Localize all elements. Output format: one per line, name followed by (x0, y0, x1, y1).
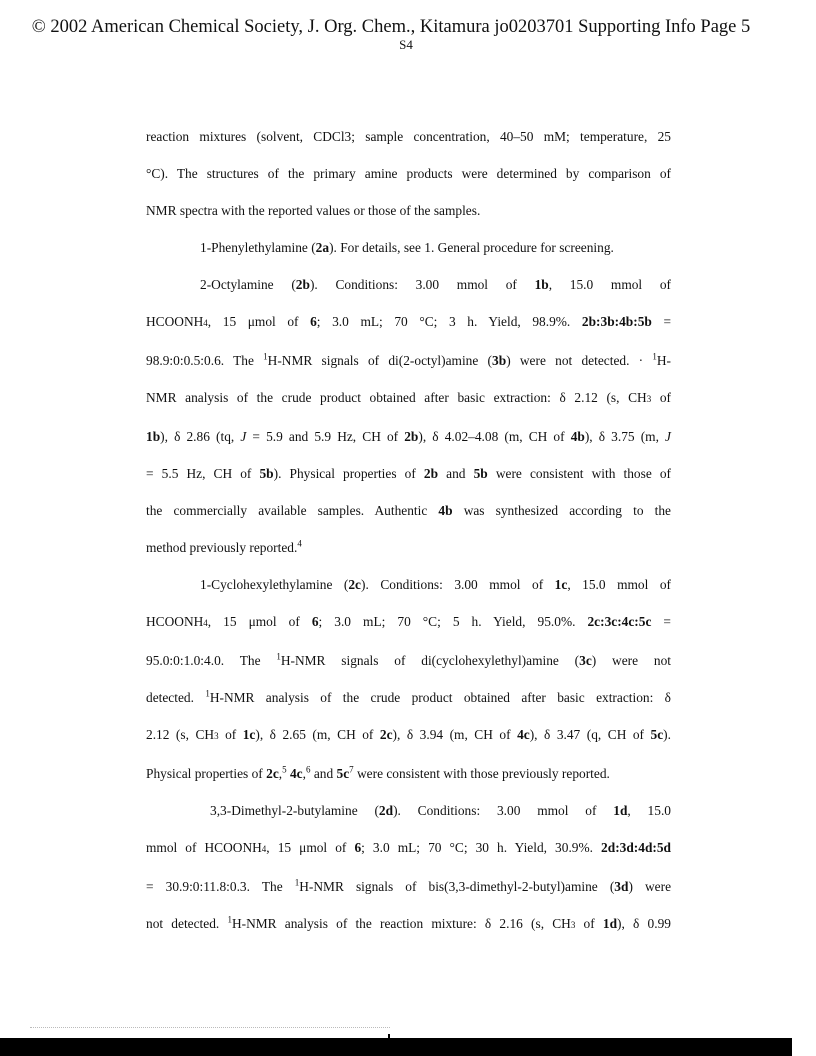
text-line (146, 642, 671, 679)
reference-marker: 6 (305, 764, 311, 775)
text-span: were consistent with those previously reported. (353, 766, 610, 781)
compound-label: 2b (404, 429, 419, 444)
ratio-label: 2d:3d:4d:5d (601, 840, 671, 855)
text-line (146, 829, 671, 868)
paragraph-2d (146, 792, 671, 944)
text-line (146, 905, 671, 944)
text-span: . Conditions: 3.00 mmol of (365, 577, 555, 592)
compound-label: 2a (315, 240, 330, 255)
compound-label: 1b (146, 429, 161, 444)
text-span: ), δ 2.65 (m, CH of (255, 727, 380, 742)
reference-marker: 7 (349, 764, 354, 775)
text-span: . For details, see 1. General procedure for screening. (333, 240, 614, 255)
text-span: = (651, 614, 671, 629)
text-span: ; 3.0 mL; 70 °C; 3 h. Yield, 98.9%. (316, 314, 582, 329)
compound-label: 1c (554, 577, 568, 592)
compound-label: 5c (650, 727, 664, 742)
text-line: 1-Cyclohexylethylamine (2c). Conditions: 3.00 mmol of 1c, 15.0 mmol of (200, 577, 672, 592)
text-span: the commercially available samples. Authentic (146, 503, 439, 518)
text-span: ; 3.0 mL; 70 °C; 5 h. Yield, 95.0%. (318, 614, 588, 629)
text-span: and (438, 466, 474, 481)
text-span: ). (663, 727, 671, 742)
text-line (146, 529, 671, 566)
text-span: HCOONH (146, 614, 204, 629)
scan-bottom-bar (0, 1038, 792, 1056)
text-line (146, 455, 671, 492)
text-span: = 5.9 and 5.9 Hz, CH of (246, 429, 405, 444)
text-span: ). Physical properties of (273, 466, 424, 481)
compound-label: 1d (613, 803, 628, 818)
superscript: 1 (205, 688, 210, 699)
paragraph-2c (146, 566, 671, 792)
reference-marker: 4 (297, 538, 302, 549)
paragraph-continuation (146, 118, 671, 229)
compound-label: 6 (354, 840, 362, 855)
text-span: H-NMR signals of di(2-octyl)amine ( (267, 353, 493, 368)
compound-label: 2d (378, 803, 394, 818)
ratio-label: 2b:3b:4b:5b (581, 314, 652, 329)
text-span: , 15.0 mmol of (548, 277, 672, 292)
text-span: ; 3.0 mL; 70 °C; 30 h. Yield, 30.9%. (361, 840, 602, 855)
text-span: of (575, 916, 603, 931)
text-span: ), δ 3.94 (m, CH of (392, 727, 518, 742)
text-span: = 5.5 Hz, CH of (146, 466, 260, 481)
text-span: 95.0:0:1.0:4.0. The (146, 653, 277, 668)
compound-label: 1c (242, 727, 256, 742)
coupling-symbol: J (665, 429, 671, 444)
compound-label: 5c (336, 766, 350, 781)
superscript: 1 (227, 914, 232, 925)
text-line (146, 603, 671, 642)
text-span: H-NMR analysis of the crude product obtained after basic extraction: δ (209, 690, 671, 705)
text-span: = (651, 314, 671, 329)
paragraph-2a (146, 229, 671, 266)
compound-label: 5b (473, 466, 488, 481)
text-span: , 15 μmol of (266, 840, 355, 855)
text-span: , 15.0 (627, 803, 671, 818)
text-span: , 15.0 mmol of (567, 577, 672, 592)
text-span: of (218, 727, 243, 742)
text-line (146, 716, 671, 755)
compound-label: 2b (295, 277, 310, 292)
superscript: 1 (263, 351, 268, 362)
subscript: 3 (646, 394, 652, 404)
text-span: H-NMR signals of di(cyclohexylethyl)amine ( (280, 653, 580, 668)
subscript: 4 (203, 618, 208, 628)
scan-artifact-dots (30, 1027, 390, 1029)
text-span: , 15 μmol of (207, 314, 311, 329)
text-line: 1-Phenylethylamine (2a). For details, see 1. General procedure for screening. (200, 240, 614, 255)
compound-name: 2-Octylamine (200, 277, 274, 292)
text-span: ) were not (591, 653, 671, 668)
compound-label: 5b (259, 466, 274, 481)
superscript: 1 (652, 351, 657, 362)
compound-name: 1-Phenylethylamine (200, 240, 308, 255)
compound-label: 6 (310, 314, 317, 329)
compound-name: 3,3-Dimethyl-2-butylamine (210, 803, 358, 818)
text-line: 3,3-Dimethyl-2-butylamine (2d). Conditions: 3.00 mmol of 1d, 15.0 (210, 803, 671, 818)
subscript: 4 (203, 318, 208, 328)
text-line (146, 679, 671, 716)
text-span: Physical properties of (146, 766, 267, 781)
compound-label: 3d (614, 879, 629, 894)
subscript: 4 (261, 844, 267, 854)
compound-label: 2c (379, 727, 393, 742)
text-span: ), δ 2.86 (tq, (160, 429, 241, 444)
text-line (146, 303, 671, 342)
compound-label: 3c (579, 653, 592, 668)
text-span: ), δ 4.02–4.08 (m, CH of (418, 429, 571, 444)
page-label: S4 (399, 37, 413, 52)
text-span: NMR analysis of the crude product obtained after basic extraction: δ 2.12 (s, CH (146, 390, 647, 405)
text-line (146, 868, 671, 905)
text-span: H-NMR signals of bis(3,3-dimethyl-2-butyl)amine ( (299, 879, 615, 894)
compound-label: 1d (602, 916, 618, 931)
text-span: detected. (146, 690, 206, 705)
text-line: NMR spectra with the reported values or those of the samples. (146, 203, 481, 218)
compound-label: 4b (570, 429, 585, 444)
reference-marker: 5 (282, 764, 287, 775)
text-line: Physical properties of 2c,$^5$ 4c,$^6$ and $5c^7$ were consistent with those previously reported. (146, 764, 610, 781)
compound-label: 4b (438, 503, 453, 518)
compound-label: 2c (348, 577, 361, 592)
text-line (146, 342, 671, 379)
text-span: 98.9:0:0.5:0.6. The (146, 353, 264, 368)
text-span: ) were (628, 879, 672, 894)
text-span: , 15 μmol of (207, 614, 312, 629)
text-line: °C). The structures of the primary amine products were determined by comparison of (146, 166, 671, 181)
text-span: ) were not detected. · (506, 353, 653, 368)
compound-label: 1b (534, 277, 549, 292)
text-span: ), δ 3.75 (m, (584, 429, 666, 444)
compound-label: 2c (266, 766, 279, 781)
compound-label: 4c (289, 766, 303, 781)
running-header: © 2002 American Chemical Society, J. Org. Chem., Kitamura jo0203701 Supporting Info Page 5 (31, 17, 751, 37)
text-line (146, 379, 671, 418)
superscript: 1 (294, 877, 300, 888)
coupling-symbol: J (240, 429, 247, 444)
text-span: . Conditions: 3.00 mmol of (314, 277, 535, 292)
text-span: H- (656, 353, 671, 368)
text-span: were consistent with those of (487, 466, 672, 481)
text-span: 2.12 (s, CH (146, 727, 215, 742)
superscript: 1 (276, 651, 281, 662)
text-line (146, 492, 671, 529)
ratio-label: 2c:3c:4c:5c (587, 614, 652, 629)
text-span: H-NMR analysis of the reaction mixture: δ 2.16 (s, CH (231, 916, 571, 931)
compound-name: 1-Cyclohexylethylamine (200, 577, 333, 592)
compound-label: 4c (517, 727, 530, 742)
text-span: ), δ 0.99 (617, 916, 671, 931)
text-span: mmol of HCOONH (146, 840, 262, 855)
text-span: ), δ 3.47 (q, CH of (529, 727, 651, 742)
text-line: reaction mixtures (solvent, CDCl3; sample concentration, 40–50 mM; temperature, 25 (146, 129, 671, 144)
compound-label: 2b (423, 466, 439, 481)
text-span: . Conditions: 3.00 mmol of (397, 803, 614, 818)
subscript: 3 (570, 920, 576, 930)
text-span: of (651, 390, 671, 405)
compound-label: 3b (492, 353, 507, 368)
text-span: method previously reported. (146, 540, 298, 555)
text-span: not detected. (146, 916, 228, 931)
text-line: 2-Octylamine (2b). Conditions: 3.00 mmol of 1b, 15.0 mmol of (200, 277, 672, 292)
text-span: was synthesized according to the (452, 503, 672, 518)
text-span: HCOONH (146, 314, 204, 329)
paragraph-2b (146, 266, 671, 566)
document-body (146, 118, 671, 944)
text-span: = 30.9:0:11.8:0.3. The (146, 879, 295, 894)
compound-label: 6 (311, 614, 319, 629)
text-line (146, 418, 671, 455)
text-span: and (310, 766, 337, 781)
subscript: 3 (214, 731, 219, 741)
